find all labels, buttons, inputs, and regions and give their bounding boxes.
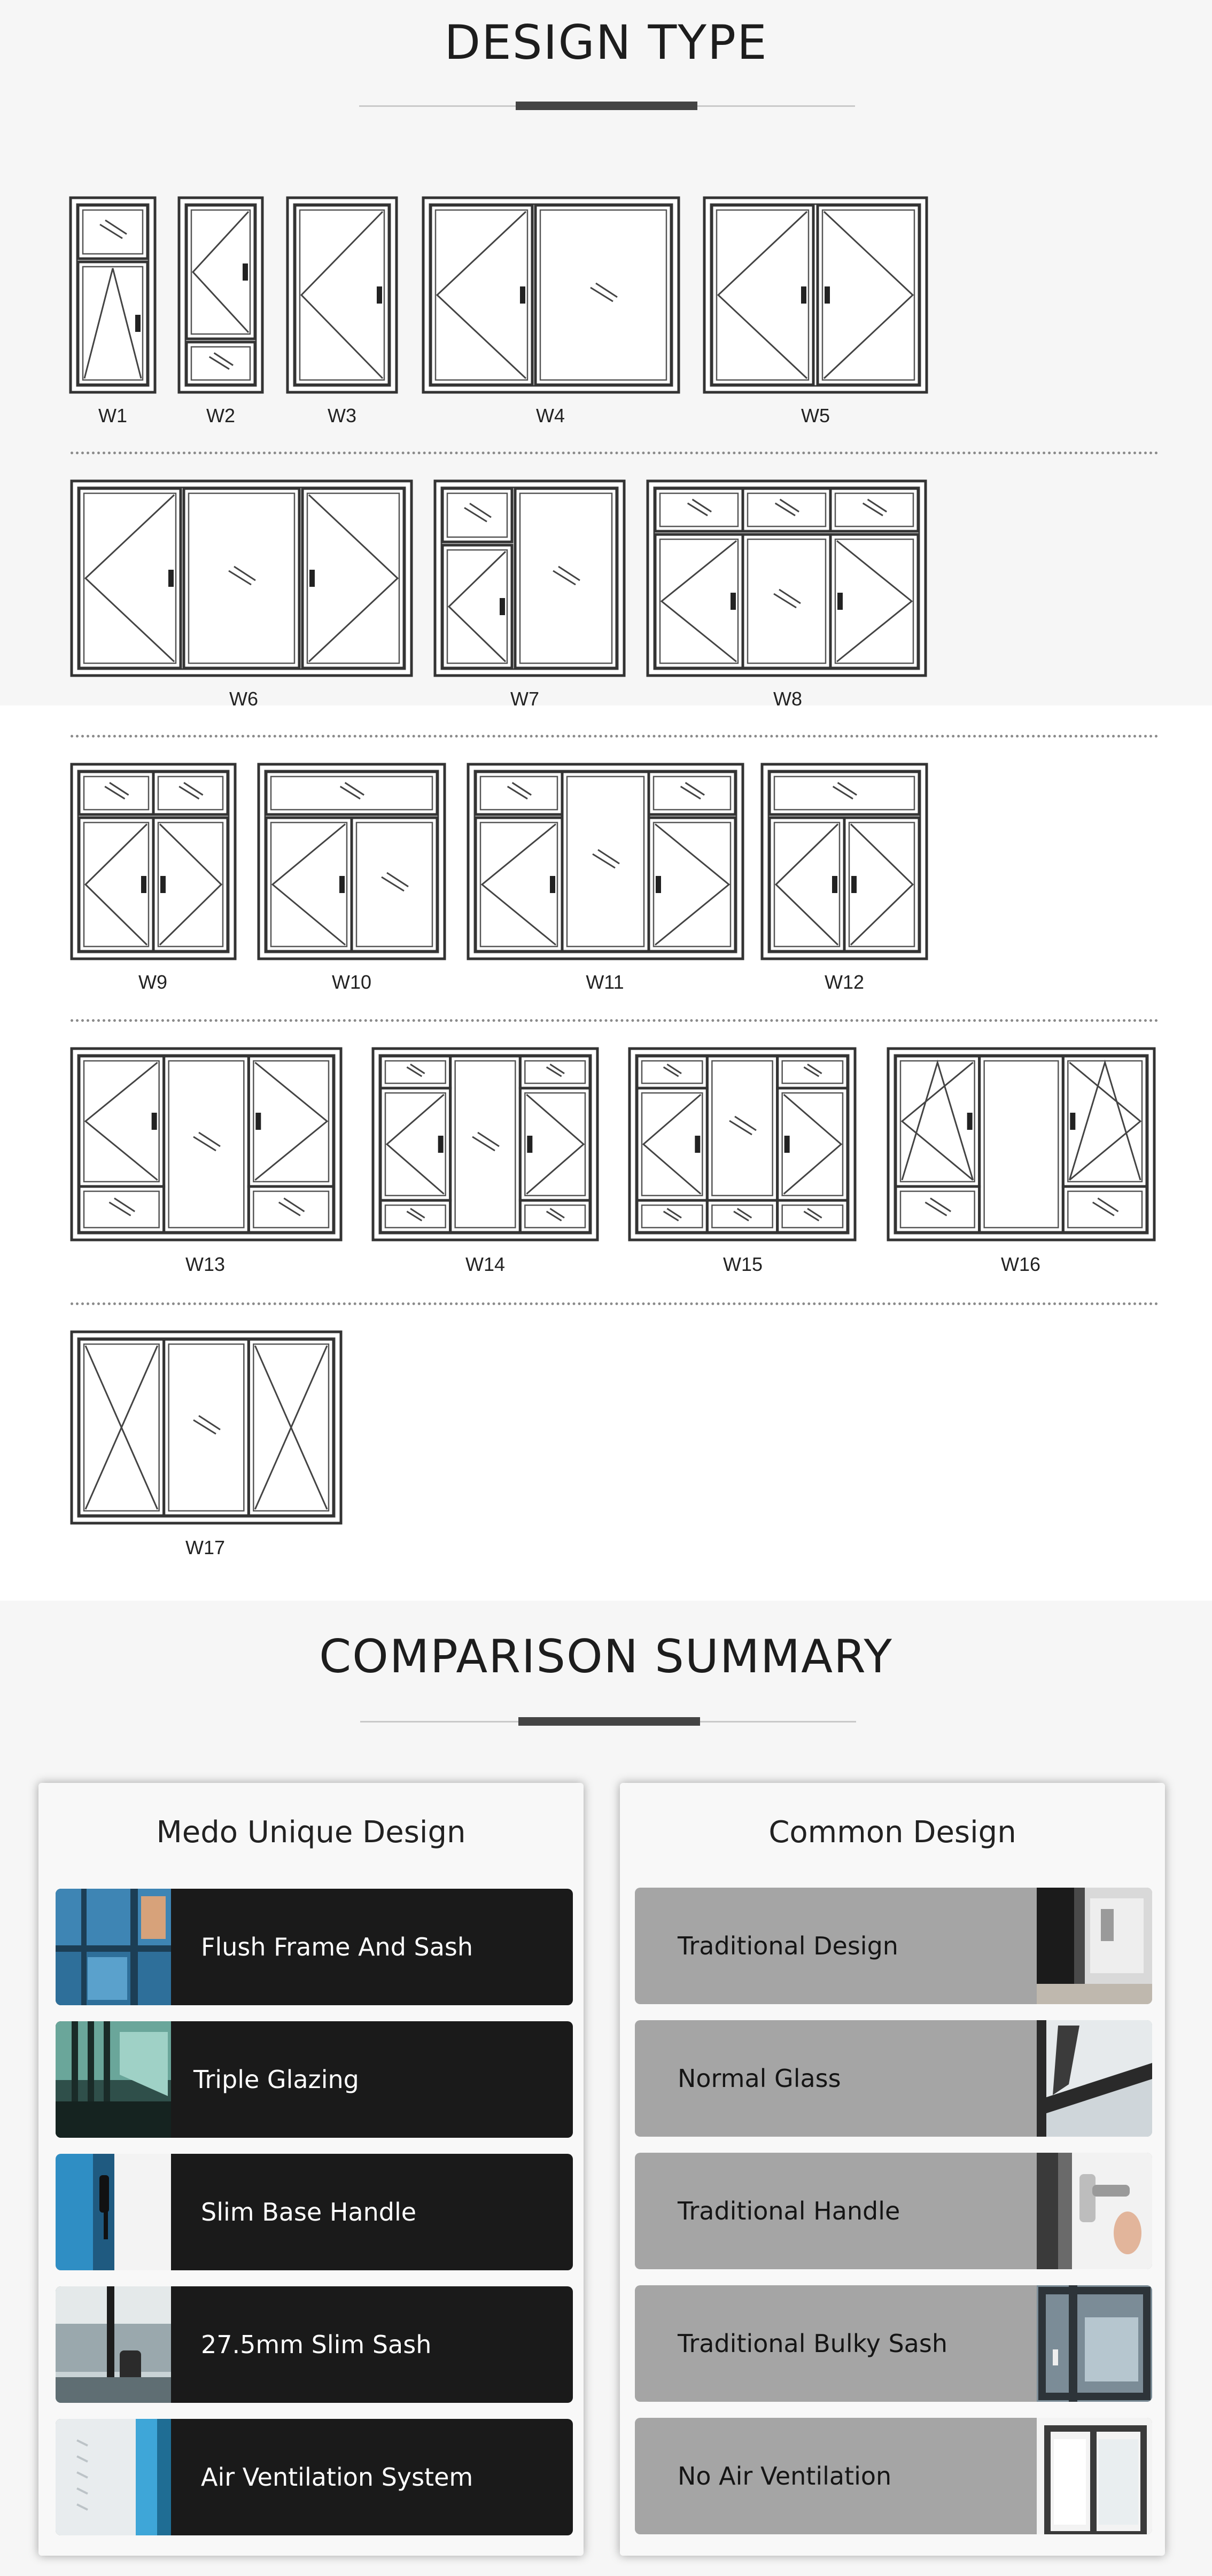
window-diagram-w8 bbox=[647, 480, 927, 677]
flush-frame-photo bbox=[56, 1889, 171, 2005]
window-label-w11: W11 bbox=[586, 971, 624, 993]
window-label-w17: W17 bbox=[185, 1537, 226, 1558]
window-label-w4: W4 bbox=[536, 405, 565, 426]
feature-label: Traditional Design bbox=[678, 1931, 898, 1960]
feature-air-ventilation bbox=[56, 2419, 573, 2535]
normal-glass-photo bbox=[1037, 2020, 1152, 2137]
row-separator bbox=[71, 452, 1159, 454]
feature-slim-sash bbox=[56, 2286, 573, 2403]
feature-label: Air Ventilation System bbox=[201, 2463, 473, 2492]
window-diagram-w5 bbox=[703, 197, 928, 393]
window-diagram-w13 bbox=[71, 1048, 342, 1241]
row-separator bbox=[71, 735, 1159, 738]
title-divider-accent bbox=[516, 102, 697, 110]
window-diagram-w6 bbox=[71, 480, 413, 677]
feature-label: Traditional Bulky Sash bbox=[678, 2329, 947, 2358]
window-diagram-w12 bbox=[761, 763, 928, 960]
feature-flush-frame bbox=[56, 1889, 573, 2005]
window-label-w14: W14 bbox=[465, 1253, 506, 1275]
feature-label: Slim Base Handle bbox=[201, 2198, 417, 2226]
feature-normal-glass bbox=[635, 2020, 1152, 2137]
medo-design-card bbox=[38, 1783, 584, 2556]
window-label-w2: W2 bbox=[206, 405, 235, 426]
feature-label: 27.5mm Slim Sash bbox=[201, 2330, 432, 2359]
window-diagram-w4 bbox=[422, 197, 680, 393]
window-label-w8: W8 bbox=[773, 688, 802, 710]
window-diagram-w1 bbox=[69, 197, 156, 393]
window-diagram-w10 bbox=[258, 763, 446, 960]
triple-glazing-photo bbox=[56, 2021, 171, 2138]
feature-label: Normal Glass bbox=[678, 2064, 841, 2093]
feature-traditional-handle bbox=[635, 2153, 1152, 2269]
window-diagram-w9 bbox=[71, 763, 236, 960]
traditional-design-photo bbox=[1037, 1888, 1152, 2004]
common-design-card bbox=[620, 1783, 1165, 2556]
window-label-w1: W1 bbox=[98, 405, 127, 426]
section-title-design-type: DESIGN TYPE bbox=[444, 15, 768, 70]
window-label-w7: W7 bbox=[510, 688, 539, 710]
section-title-comparison: COMPARISON SUMMARY bbox=[319, 1630, 893, 1683]
no-ventilation-photo bbox=[1037, 2418, 1152, 2534]
feature-no-ventilation bbox=[635, 2418, 1152, 2534]
feature-label: Traditional Handle bbox=[678, 2197, 900, 2225]
row-separator bbox=[71, 1019, 1159, 1022]
window-label-w6: W6 bbox=[229, 688, 258, 710]
window-label-w3: W3 bbox=[328, 405, 356, 426]
window-label-w12: W12 bbox=[824, 971, 865, 993]
traditional-handle-photo bbox=[1037, 2153, 1152, 2269]
feature-label: Triple Glazing bbox=[193, 2065, 359, 2094]
row-separator bbox=[71, 1302, 1159, 1305]
card-title: Common Design bbox=[768, 1815, 1016, 1850]
window-diagram-w14 bbox=[372, 1048, 599, 1241]
slim-handle-photo bbox=[56, 2154, 171, 2270]
window-diagram-w7 bbox=[434, 480, 625, 677]
window-label-w13: W13 bbox=[185, 1253, 226, 1275]
window-label-w5: W5 bbox=[801, 405, 830, 426]
window-label-w16: W16 bbox=[1000, 1253, 1041, 1275]
feature-slim-handle bbox=[56, 2154, 573, 2270]
slim-sash-photo bbox=[56, 2286, 171, 2403]
window-label-w10: W10 bbox=[331, 971, 372, 993]
air-ventilation-photo bbox=[56, 2419, 171, 2535]
feature-triple-glazing bbox=[56, 2021, 573, 2138]
window-diagram-w2 bbox=[178, 197, 263, 393]
window-label-w15: W15 bbox=[722, 1253, 763, 1275]
window-diagram-w16 bbox=[887, 1048, 1155, 1241]
title-divider-accent bbox=[518, 1717, 700, 1726]
bulky-sash-photo bbox=[1037, 2285, 1152, 2402]
window-label-w9: W9 bbox=[138, 971, 167, 993]
card-title: Medo Unique Design bbox=[156, 1815, 466, 1850]
feature-label: No Air Ventilation bbox=[678, 2462, 892, 2490]
window-diagram-w11 bbox=[467, 763, 744, 960]
window-diagram-w17 bbox=[71, 1331, 342, 1524]
feature-traditional-design bbox=[635, 1888, 1152, 2004]
feature-label: Flush Frame And Sash bbox=[201, 1933, 473, 1961]
feature-bulky-sash bbox=[635, 2285, 1152, 2402]
window-diagram-w15 bbox=[628, 1048, 856, 1241]
window-diagram-w3 bbox=[286, 197, 398, 393]
